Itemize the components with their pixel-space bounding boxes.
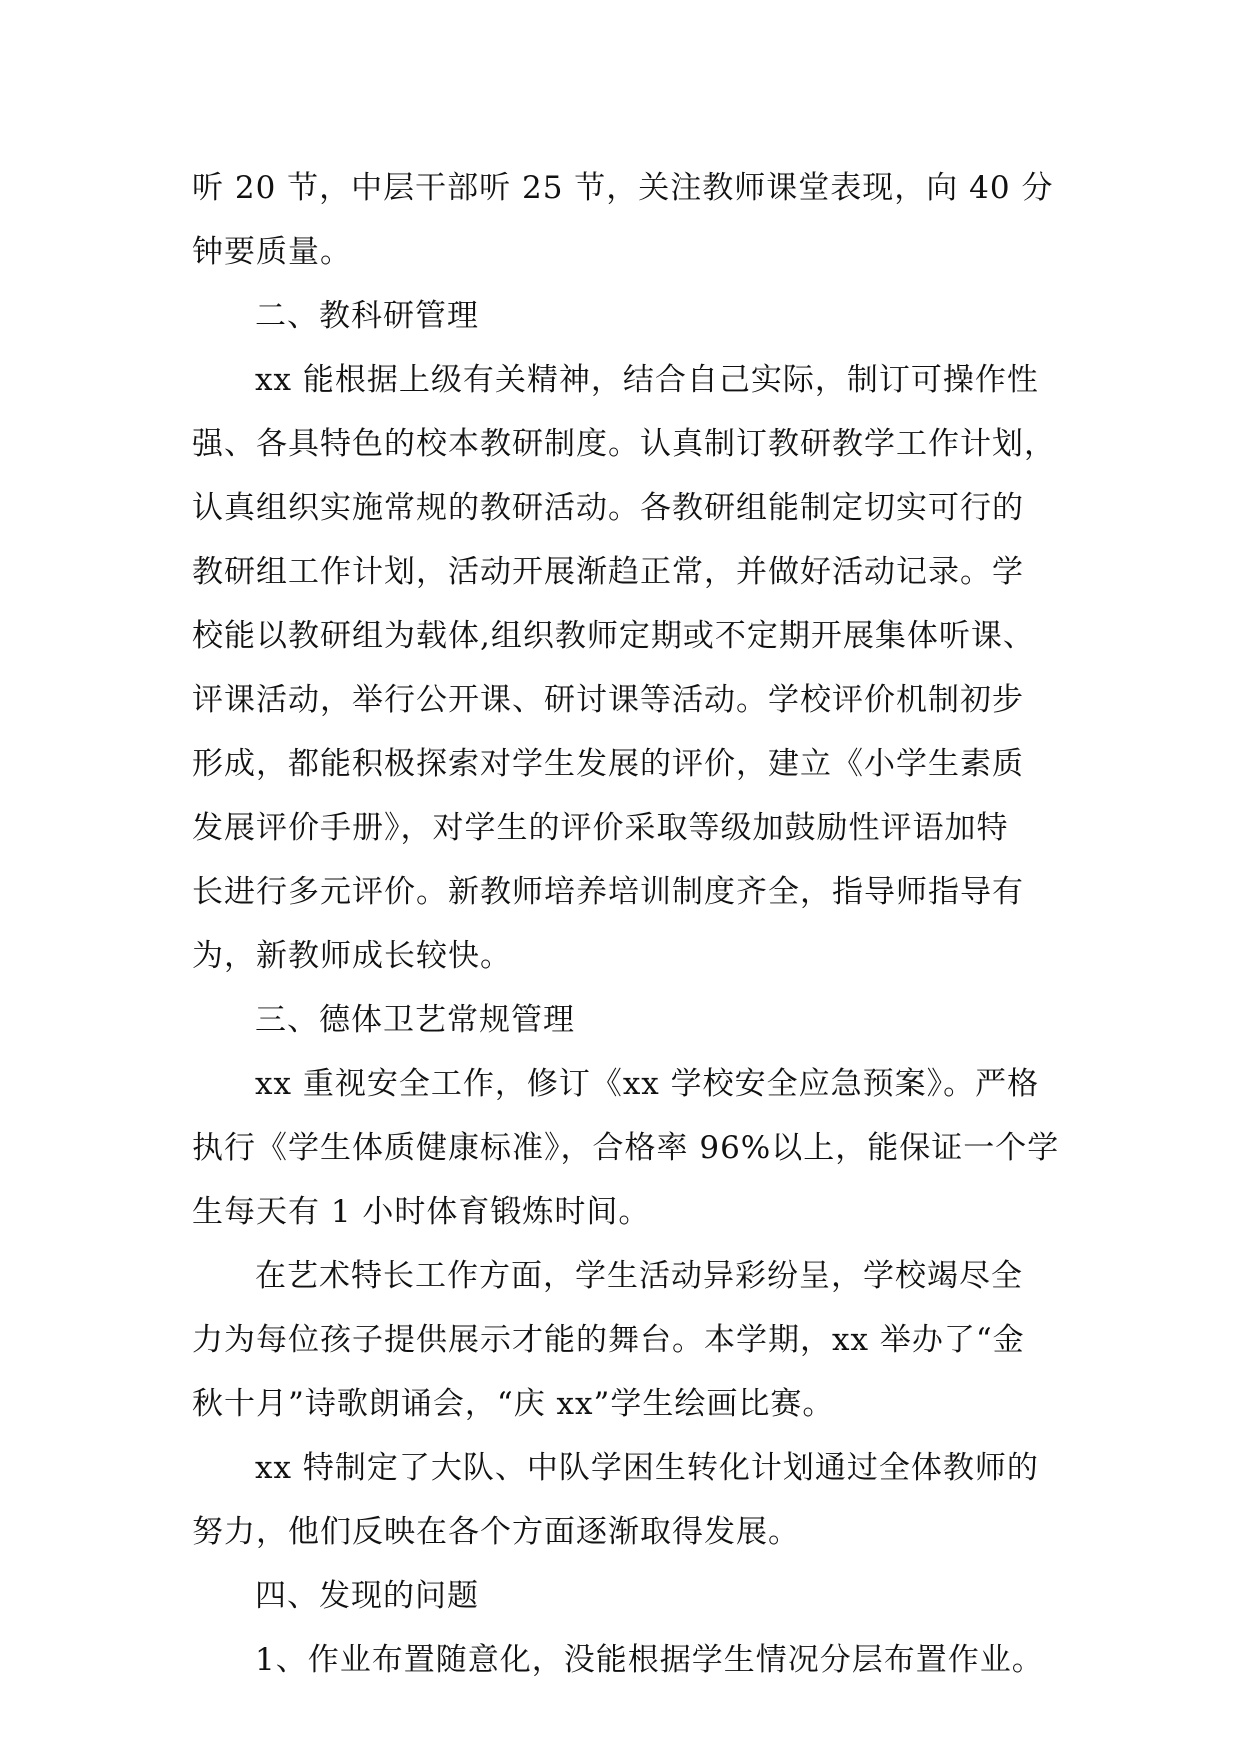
text-line: 评课活动，举行公开课、研讨课等活动。学校评价机制初步: [192, 682, 1024, 718]
section-heading: 四、发现的问题: [255, 1578, 479, 1614]
section-heading: 二、教科研管理: [255, 298, 479, 334]
text-line: 认真组织实施常规的教研活动。各教研组能制定切实可行的: [192, 490, 1024, 526]
text-line: 听 20 节，中层干部听 25 节，关注教师课堂表现，向 40 分: [192, 170, 1054, 206]
section-heading: 三、德体卫艺常规管理: [255, 1002, 575, 1038]
text-line: 教研组工作计划，活动开展渐趋正常，并做好活动记录。学: [192, 554, 1024, 590]
text-line: 钟要质量。: [192, 234, 352, 270]
text-line: xx 重视安全工作，修订《xx 学校安全应急预案》。严格: [255, 1066, 1040, 1102]
text-line: xx 特制定了大队、中队学困生转化计划通过全体教师的: [255, 1450, 1039, 1486]
text-line: 1、作业布置随意化，没能根据学生情况分层布置作业。: [255, 1642, 1044, 1678]
text-line: 执行《学生体质健康标准》，合格率 96%以上，能保证一个学: [192, 1130, 1060, 1166]
document-body: [192, 156, 1072, 1692]
text-line: 发展评价手册》，对学生的评价采取等级加鼓励性评语加特: [192, 810, 1009, 846]
text-line: 在艺术特长工作方面，学生活动异彩纷呈，学校竭尽全: [255, 1258, 1023, 1294]
text-line: 生每天有 1 小时体育锻炼时间。: [192, 1194, 651, 1230]
text-line: xx 能根据上级有关精神，结合自己实际，制订可操作性: [255, 362, 1039, 398]
text-line: 为，新教师成长较快。: [192, 938, 512, 974]
text-line: 形成，都能积极探索对学生发展的评价，建立《小学生素质: [192, 746, 1024, 782]
text-line: 长进行多元评价。新教师培养培训制度齐全，指导师指导有: [192, 874, 1024, 910]
text-line: 努力，他们反映在各个方面逐渐取得发展。: [192, 1514, 800, 1550]
text-line: 强、各具特色的校本教研制度。认真制订教研教学工作计划，: [192, 426, 1056, 462]
text-line: 力为每位孩子提供展示才能的舞台。本学期，xx 举办了“金: [192, 1322, 1025, 1358]
text-line: 秋十月”诗歌朗诵会，“庆 xx”学生绘画比赛。: [192, 1386, 835, 1422]
text-line: 校能以教研组为载体,组织教师定期或不定期开展集体听课、: [192, 618, 1035, 654]
